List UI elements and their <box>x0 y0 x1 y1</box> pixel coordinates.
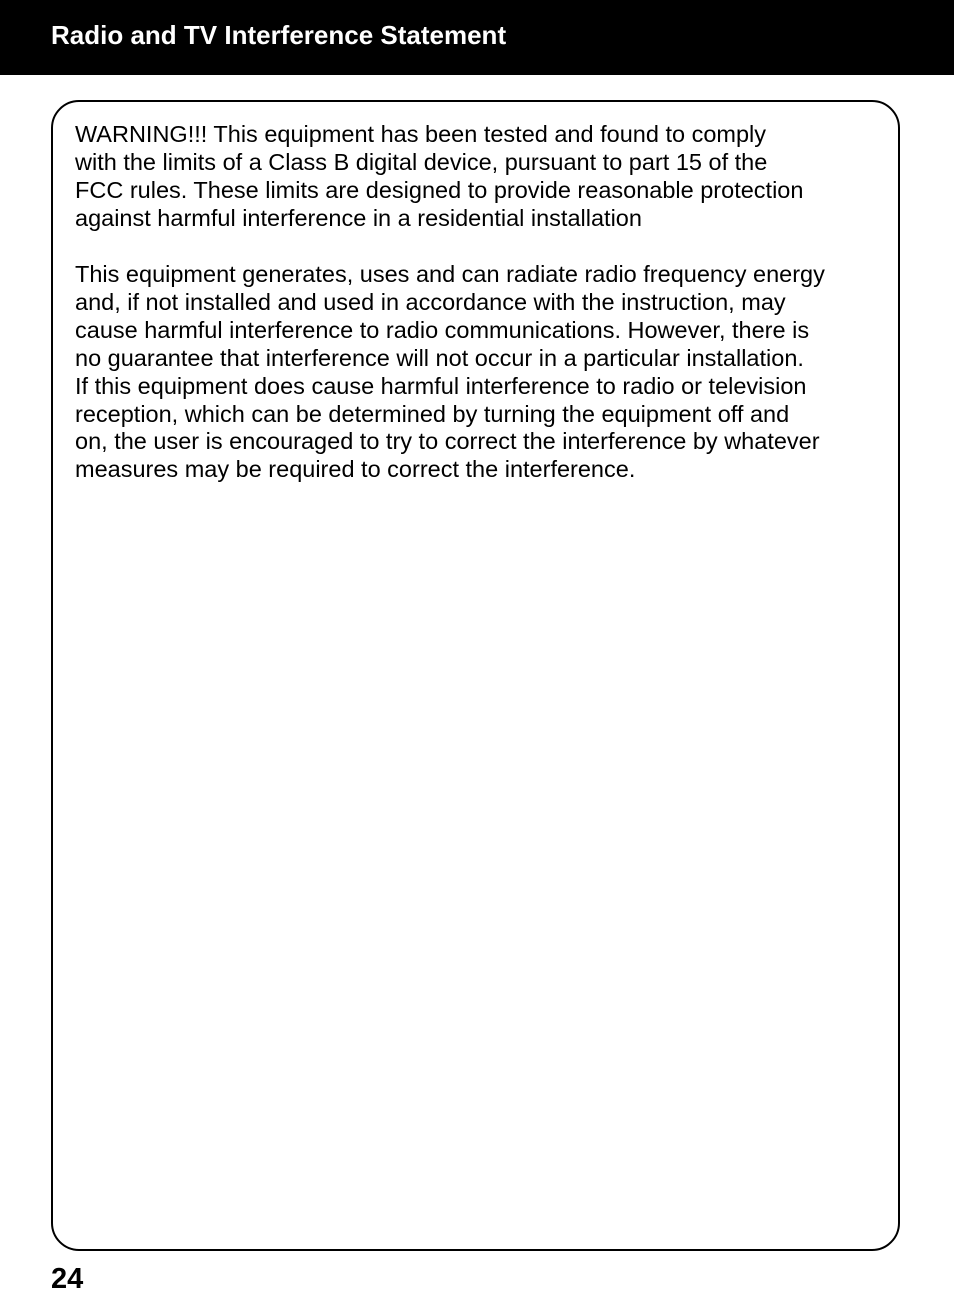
header-bar <box>0 0 954 75</box>
paragraph-line: with the limits of a Class B digital device, pursuant to part 15 of the <box>75 148 768 175</box>
page-number: 24 <box>51 1263 84 1295</box>
paragraph-line: on, the user is encouraged to try to correct the interference by whatever <box>75 428 820 455</box>
paragraph-line: and, if not installed and used in accordance with the instruction, may <box>75 288 786 315</box>
paragraph-line: This equipment generates, uses and can radiate radio frequency energy <box>75 261 825 287</box>
warning-paragraph <box>75 121 895 233</box>
interference-paragraph <box>75 261 895 484</box>
paragraph-line: against harmful interference in a residential installation <box>75 204 642 231</box>
page-title: Radio and TV Interference Statement <box>51 20 507 50</box>
paragraph-line: FCC rules. These limits are designed to provide reasonable protection <box>75 176 804 203</box>
paragraph-line: WARNING!!! This equipment has been tested and found to comply <box>75 121 767 147</box>
paragraph-line: no guarantee that interference will not occur in a particular installation. <box>75 344 804 371</box>
paragraph-line: If this equipment does cause harmful interference to radio or television <box>75 372 807 399</box>
paragraph-line: cause harmful interference to radio communications. However, there is <box>75 316 810 343</box>
paragraph-line: measures may be required to correct the interference. <box>75 456 636 483</box>
paragraph-line: reception, which can be determined by turning the equipment off and <box>75 400 790 427</box>
